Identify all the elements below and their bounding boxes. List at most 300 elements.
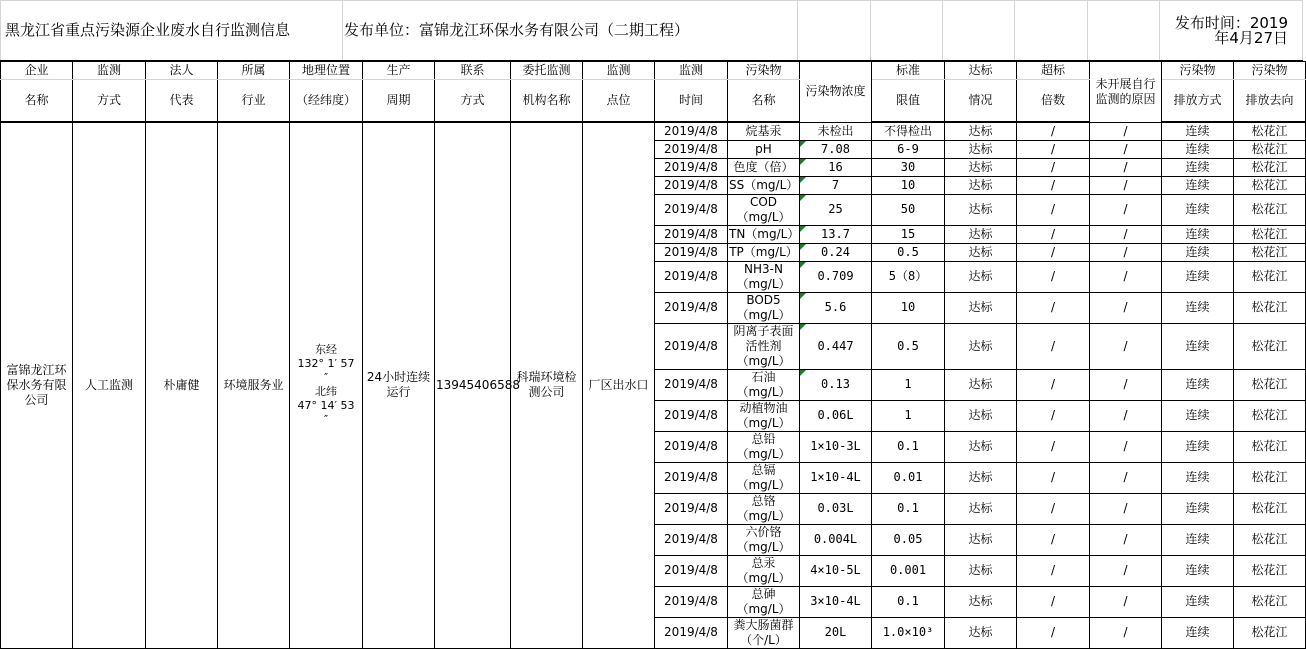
column-header-line1: 污染物 (1234, 62, 1306, 80)
concentration-cell-text: 0.709 (817, 269, 854, 283)
column-header-line1: 污染物 (728, 62, 800, 80)
concentration-cell-text: 7.08 (821, 141, 850, 156)
status-cell-text: 达标 (968, 177, 993, 192)
limit-cell-text: 0.05 (893, 532, 923, 546)
discharge-mode-cell[interactable] (1162, 400, 1234, 431)
reason-cell-text: / (1123, 269, 1128, 283)
reason-cell[interactable] (1090, 122, 1162, 140)
date-cell-text: 2019/4/8 (664, 300, 718, 314)
reason-cell[interactable] (1090, 555, 1162, 586)
discharge-destination-cell[interactable] (1234, 369, 1306, 400)
limit-cell[interactable] (872, 158, 945, 176)
concentration-cell-text: 25 (828, 202, 843, 216)
pollutant-cell[interactable] (728, 122, 800, 140)
discharge-destination-cell-text: 松花江 (1251, 177, 1288, 192)
limit-cell[interactable] (872, 194, 945, 225)
column-header-line1: 污染物 (1162, 62, 1234, 80)
title-row (0, 0, 1303, 62)
pollutant-cell[interactable] (728, 555, 800, 586)
pollutant-cell[interactable] (728, 400, 800, 431)
discharge-mode-cell-text: 连续 (1185, 594, 1210, 608)
status-cell-text: 达标 (968, 439, 993, 453)
empty-cell[interactable] (871, 1, 943, 62)
concentration-cell-text: 13.7 (821, 226, 850, 241)
discharge-destination-cell[interactable] (1234, 261, 1306, 292)
date-cell[interactable] (655, 493, 728, 524)
exceed-cell[interactable] (1017, 122, 1090, 140)
column-header-line1: 超标 (1017, 62, 1090, 80)
exceed-cell[interactable] (1017, 462, 1090, 493)
pollutant-cell-text: TN（mg/L） (729, 226, 800, 241)
reason-cell[interactable] (1090, 617, 1162, 648)
column-header-line2: 代表 (146, 80, 218, 123)
column-header: 未开展自行监测的原因 (1090, 62, 1162, 123)
discharge-mode-cell[interactable] (1162, 194, 1234, 225)
reason-cell[interactable] (1090, 292, 1162, 323)
date-cell[interactable] (655, 225, 728, 243)
reason-cell[interactable] (1090, 431, 1162, 462)
date-cell[interactable] (655, 431, 728, 462)
discharge-mode-cell[interactable] (1162, 524, 1234, 555)
exceed-cell-text: / (1050, 300, 1056, 314)
reason-cell[interactable] (1090, 140, 1162, 158)
concentration-cell[interactable] (800, 122, 872, 140)
reason-cell-text: / (1123, 532, 1128, 546)
company-name-cell[interactable] (1, 122, 73, 648)
discharge-mode-cell-text: 连续 (1185, 439, 1210, 453)
limit-cell[interactable] (872, 431, 945, 462)
discharge-mode-cell-text: 连续 (1185, 141, 1210, 156)
pollutant-cell[interactable] (728, 140, 800, 158)
status-cell[interactable] (945, 555, 1017, 586)
industry-cell[interactable] (218, 122, 290, 648)
exceed-cell-text: / (1050, 244, 1056, 259)
discharge-mode-cell[interactable] (1162, 323, 1234, 369)
concentration-cell-text: 5.6 (824, 300, 847, 314)
status-cell[interactable] (945, 243, 1017, 261)
discharge-mode-cell[interactable] (1162, 122, 1234, 140)
pollutant-cell[interactable] (728, 158, 800, 176)
date-cell-text: 2019/4/8 (664, 594, 718, 608)
pollutant-cell-text: COD（mg/L） (736, 194, 791, 224)
empty-cell[interactable] (798, 1, 871, 62)
release-date: 发布时间：2019年4月27日 (1160, 1, 1303, 62)
discharge-mode-cell[interactable] (1162, 462, 1234, 493)
status-cell[interactable] (945, 158, 1017, 176)
pollutant-cell[interactable] (728, 617, 800, 648)
limit-cell-text: 15 (900, 226, 916, 241)
concentration-cell[interactable] (800, 225, 872, 243)
limit-cell[interactable] (872, 323, 945, 369)
concentration-cell[interactable] (800, 292, 872, 323)
legal-rep-cell-text: 朴庸健 (163, 377, 200, 392)
exceed-cell[interactable] (1017, 431, 1090, 462)
limit-cell[interactable] (872, 122, 945, 140)
status-cell[interactable] (945, 586, 1017, 617)
discharge-mode-cell[interactable] (1162, 140, 1234, 158)
reason-cell-text: / (1123, 177, 1128, 192)
column-header-line1: 法人 (146, 62, 218, 80)
limit-cell[interactable] (872, 493, 945, 524)
exceed-cell[interactable] (1017, 243, 1090, 261)
concentration-cell[interactable] (800, 369, 872, 400)
number-as-text-indicator-icon (800, 195, 806, 201)
limit-cell[interactable] (872, 140, 945, 158)
status-cell[interactable] (945, 122, 1017, 140)
pollutant-cell-text: 总铬 （mg/L） (736, 493, 791, 523)
exceed-cell[interactable] (1017, 140, 1090, 158)
column-header-line1: 监测 (73, 62, 146, 80)
exceed-cell[interactable] (1017, 292, 1090, 323)
limit-cell-text: 0.1 (897, 439, 919, 453)
discharge-destination-cell-text: 松花江 (1251, 226, 1288, 241)
limit-cell[interactable] (872, 176, 945, 194)
discharge-mode-cell[interactable] (1162, 493, 1234, 524)
status-cell-text: 达标 (968, 338, 993, 353)
discharge-destination-cell-text: 松花江 (1251, 202, 1288, 216)
reason-cell[interactable] (1090, 243, 1162, 261)
discharge-destination-cell[interactable] (1234, 524, 1306, 555)
concentration-cell[interactable] (800, 140, 872, 158)
date-cell-text: 2019/4/8 (664, 563, 718, 577)
pollutant-cell[interactable] (728, 225, 800, 243)
date-cell[interactable] (655, 617, 728, 648)
date-cell-text: 2019/4/8 (664, 501, 718, 515)
monitoring-point-cell[interactable] (583, 122, 655, 648)
exceed-cell[interactable] (1017, 194, 1090, 225)
exceed-cell[interactable] (1017, 261, 1090, 292)
pollutant-cell[interactable] (728, 462, 800, 493)
concentration-cell-text: 0.004L (813, 532, 858, 546)
concentration-cell[interactable] (800, 462, 872, 493)
pollutant-cell-text: 总砷 （mg/L） (736, 586, 791, 616)
reason-cell[interactable] (1090, 194, 1162, 225)
reason-cell[interactable] (1090, 369, 1162, 400)
date-cell[interactable] (655, 586, 728, 617)
status-cell[interactable] (945, 369, 1017, 400)
discharge-destination-cell-text: 松花江 (1251, 625, 1288, 639)
discharge-mode-cell-text: 连续 (1185, 532, 1210, 546)
reason-cell-text: / (1123, 625, 1128, 639)
exceed-cell[interactable] (1017, 493, 1090, 524)
discharge-destination-cell[interactable] (1234, 158, 1306, 176)
date-cell[interactable] (655, 524, 728, 555)
date-cell[interactable] (655, 400, 728, 431)
date-cell[interactable] (655, 243, 728, 261)
discharge-mode-cell[interactable] (1162, 369, 1234, 400)
discharge-destination-cell[interactable] (1234, 617, 1306, 648)
column-header-line2: 限值 (872, 80, 945, 123)
date-cell[interactable] (655, 462, 728, 493)
empty-cell[interactable] (1088, 1, 1160, 62)
concentration-cell-text: 0.24 (821, 244, 850, 259)
discharge-destination-cell-text: 松花江 (1251, 244, 1288, 259)
empty-cell[interactable] (1015, 1, 1088, 62)
exceed-cell-text: / (1050, 501, 1056, 515)
discharge-destination-cell-text: 松花江 (1251, 159, 1288, 174)
discharge-mode-cell[interactable] (1162, 176, 1234, 194)
concentration-cell[interactable] (800, 400, 872, 431)
limit-cell[interactable] (872, 225, 945, 243)
date-cell-text: 2019/4/8 (664, 269, 718, 283)
date-cell[interactable] (655, 323, 728, 369)
limit-cell-text: 0.01 (893, 470, 923, 484)
discharge-mode-cell-text: 连续 (1185, 377, 1210, 391)
pollutant-cell[interactable] (728, 586, 800, 617)
discharge-destination-cell[interactable] (1234, 176, 1306, 194)
discharge-destination-cell[interactable] (1234, 140, 1306, 158)
column-header-line1: 所属 (218, 62, 290, 80)
pollutant-cell[interactable] (728, 323, 800, 369)
concentration-cell-text: 7 (831, 177, 840, 192)
column-header-line2: 时间 (655, 80, 728, 123)
limit-cell[interactable] (872, 555, 945, 586)
limit-cell[interactable] (872, 369, 945, 400)
reason-cell[interactable] (1090, 176, 1162, 194)
discharge-destination-cell[interactable] (1234, 243, 1306, 261)
exceed-cell-text: / (1050, 338, 1056, 353)
location-cell[interactable] (290, 122, 363, 648)
status-cell[interactable] (945, 493, 1017, 524)
date-cell[interactable] (655, 555, 728, 586)
limit-cell[interactable] (872, 586, 945, 617)
concentration-cell[interactable] (800, 431, 872, 462)
status-cell-text: 达标 (968, 244, 993, 259)
exceed-cell[interactable] (1017, 158, 1090, 176)
reason-cell[interactable] (1090, 400, 1162, 431)
date-cell[interactable] (655, 261, 728, 292)
concentration-cell[interactable] (800, 524, 872, 555)
discharge-mode-cell-text: 连续 (1185, 501, 1210, 515)
discharge-destination-cell-text: 松花江 (1251, 300, 1288, 314)
status-cell[interactable] (945, 225, 1017, 243)
limit-cell[interactable] (872, 400, 945, 431)
date-cell[interactable] (655, 158, 728, 176)
monitoring-point-cell-text: 厂区出水口 (588, 377, 649, 392)
limit-cell-text: 50 (900, 202, 916, 216)
reason-cell[interactable] (1090, 261, 1162, 292)
status-cell[interactable] (945, 323, 1017, 369)
limit-cell[interactable] (872, 462, 945, 493)
exceed-cell-text: / (1050, 377, 1056, 391)
concentration-cell[interactable] (800, 176, 872, 194)
status-cell-text: 达标 (968, 563, 993, 577)
exceed-cell[interactable] (1017, 524, 1090, 555)
pollutant-cell[interactable] (728, 524, 800, 555)
status-cell[interactable] (945, 261, 1017, 292)
exceed-cell-text: / (1050, 563, 1056, 577)
reason-cell[interactable] (1090, 462, 1162, 493)
pollutant-cell[interactable] (728, 369, 800, 400)
date-cell-text: 2019/4/8 (664, 439, 718, 453)
discharge-mode-cell[interactable] (1162, 261, 1234, 292)
discharge-destination-cell-text: 松花江 (1251, 377, 1288, 391)
pollutant-cell-text: 六价铬 （mg/L） (736, 524, 791, 554)
limit-cell-text: 10 (900, 300, 916, 314)
concentration-cell-text: 16 (828, 159, 843, 174)
exceed-cell[interactable] (1017, 617, 1090, 648)
exceed-cell[interactable] (1017, 369, 1090, 400)
discharge-mode-cell[interactable] (1162, 586, 1234, 617)
discharge-destination-cell[interactable] (1234, 122, 1306, 140)
concentration-cell[interactable] (800, 158, 872, 176)
limit-cell-text: 0.5 (897, 338, 919, 353)
discharge-destination-cell-text: 松花江 (1251, 532, 1288, 546)
pollutant-cell[interactable] (728, 431, 800, 462)
concentration-cell[interactable] (800, 261, 872, 292)
status-cell[interactable] (945, 140, 1017, 158)
limit-cell[interactable] (872, 617, 945, 648)
number-as-text-indicator-icon (800, 370, 806, 376)
pollutant-cell[interactable] (728, 176, 800, 194)
exceed-cell[interactable] (1017, 586, 1090, 617)
pollutant-cell-text: 粪大肠菌群 （个/L） (733, 617, 794, 647)
column-header-line2: 倍数 (1017, 80, 1090, 123)
column-header-line2: 周期 (363, 80, 435, 123)
document-title: 黑龙江省重点污染源企业废水自行监测信息 (1, 1, 343, 62)
discharge-destination-cell[interactable] (1234, 323, 1306, 369)
exceed-cell[interactable] (1017, 323, 1090, 369)
discharge-destination-cell[interactable] (1234, 431, 1306, 462)
limit-cell-text: 0.1 (897, 501, 919, 515)
reason-cell-text: / (1123, 141, 1128, 156)
reason-cell[interactable] (1090, 225, 1162, 243)
status-cell[interactable] (945, 462, 1017, 493)
concentration-cell[interactable] (800, 555, 872, 586)
number-as-text-indicator-icon (800, 262, 806, 268)
limit-cell[interactable] (872, 243, 945, 261)
status-cell[interactable] (945, 292, 1017, 323)
reason-cell-text: / (1123, 439, 1128, 453)
date-cell-text: 2019/4/8 (664, 202, 718, 216)
discharge-mode-cell-text: 连续 (1185, 300, 1210, 314)
reason-cell[interactable] (1090, 524, 1162, 555)
concentration-cell[interactable] (800, 493, 872, 524)
exceed-cell[interactable] (1017, 555, 1090, 586)
pollutant-cell[interactable] (728, 243, 800, 261)
status-cell[interactable] (945, 194, 1017, 225)
pollutant-cell[interactable] (728, 261, 800, 292)
limit-cell[interactable] (872, 292, 945, 323)
limit-cell[interactable] (872, 261, 945, 292)
monitoring-table (0, 61, 1306, 649)
date-cell[interactable] (655, 140, 728, 158)
concentration-cell[interactable] (800, 617, 872, 648)
discharge-destination-cell[interactable] (1234, 292, 1306, 323)
concentration-cell[interactable] (800, 323, 872, 369)
pollutant-cell[interactable] (728, 194, 800, 225)
contact-cell[interactable] (435, 122, 520, 648)
discharge-mode-cell[interactable] (1162, 431, 1234, 462)
reason-cell-text: / (1123, 594, 1128, 608)
discharge-destination-cell[interactable] (1234, 493, 1306, 524)
discharge-mode-cell-text: 连续 (1185, 177, 1210, 192)
concentration-cell[interactable] (800, 194, 872, 225)
exceed-cell-text: / (1050, 470, 1056, 484)
agency-cell[interactable] (511, 122, 583, 648)
exceed-cell[interactable] (1017, 176, 1090, 194)
discharge-destination-cell-text: 松花江 (1251, 501, 1288, 515)
date-cell[interactable] (655, 292, 728, 323)
exceed-cell-text: / (1050, 159, 1056, 174)
discharge-destination-cell[interactable] (1234, 225, 1306, 243)
pollutant-cell-text: 总汞 （mg/L） (736, 555, 791, 585)
discharge-destination-cell[interactable] (1234, 462, 1306, 493)
status-cell-text: 达标 (968, 594, 993, 608)
status-cell[interactable] (945, 524, 1017, 555)
discharge-destination-cell[interactable] (1234, 194, 1306, 225)
status-cell-text: 达标 (968, 141, 993, 156)
exceed-cell-text: / (1050, 202, 1056, 216)
column-header-line1: 监测 (655, 62, 728, 80)
discharge-destination-cell[interactable] (1234, 400, 1306, 431)
legal-rep-cell[interactable] (146, 122, 218, 648)
reason-cell[interactable] (1090, 586, 1162, 617)
discharge-mode-cell[interactable] (1162, 225, 1234, 243)
column-header-line1: 联系 (435, 62, 511, 80)
reason-cell[interactable] (1090, 323, 1162, 369)
date-cell-text: 2019/4/8 (664, 159, 718, 174)
limit-cell[interactable] (872, 524, 945, 555)
agency-cell-text: 科瑞环境检测公司 (516, 370, 577, 400)
discharge-mode-cell[interactable] (1162, 555, 1234, 586)
limit-cell-text: 1 (904, 377, 912, 391)
discharge-mode-cell-text: 连续 (1185, 269, 1210, 283)
concentration-cell-text: 0.06L (817, 408, 854, 422)
reason-cell[interactable] (1090, 158, 1162, 176)
pollutant-cell-text: SS（mg/L） (729, 177, 799, 192)
status-cell-text: 达标 (968, 408, 993, 422)
status-cell[interactable] (945, 176, 1017, 194)
exceed-cell[interactable] (1017, 400, 1090, 431)
pollutant-cell[interactable] (728, 493, 800, 524)
column-header-line1: 地理位置 (290, 62, 363, 80)
date-cell[interactable] (655, 122, 728, 140)
discharge-destination-cell[interactable] (1234, 555, 1306, 586)
discharge-mode-cell[interactable] (1162, 158, 1234, 176)
discharge-destination-cell-text: 松花江 (1251, 408, 1288, 422)
number-as-text-indicator-icon (800, 226, 806, 232)
discharge-destination-cell-text: 松花江 (1251, 123, 1288, 138)
status-cell[interactable] (945, 400, 1017, 431)
date-cell[interactable] (655, 369, 728, 400)
exceed-cell-text: / (1050, 625, 1056, 639)
pollutant-cell-text: TP（mg/L） (729, 244, 798, 259)
pollutant-cell-text: 色度（倍） (733, 159, 794, 174)
discharge-mode-cell[interactable] (1162, 243, 1234, 261)
discharge-destination-cell-text: 松花江 (1251, 594, 1288, 608)
concentration-cell[interactable] (800, 586, 872, 617)
pollutant-cell[interactable] (728, 292, 800, 323)
reason-cell[interactable] (1090, 493, 1162, 524)
discharge-destination-cell[interactable] (1234, 586, 1306, 617)
empty-cell[interactable] (943, 1, 1015, 62)
discharge-mode-cell-text: 连续 (1185, 470, 1210, 484)
date-cell-text: 2019/4/8 (664, 338, 718, 353)
exceed-cell[interactable] (1017, 225, 1090, 243)
status-cell[interactable] (945, 431, 1017, 462)
date-cell[interactable] (655, 176, 728, 194)
cycle-cell[interactable] (363, 122, 435, 648)
discharge-mode-cell[interactable] (1162, 292, 1234, 323)
monitoring-method-cell[interactable] (73, 122, 146, 648)
status-cell[interactable] (945, 617, 1017, 648)
pollutant-cell-text: 总镉 （mg/L） (736, 462, 791, 492)
discharge-mode-cell[interactable] (1162, 617, 1234, 648)
date-cell[interactable] (655, 194, 728, 225)
concentration-cell[interactable] (800, 243, 872, 261)
date-cell-text: 2019/4/8 (664, 123, 718, 138)
